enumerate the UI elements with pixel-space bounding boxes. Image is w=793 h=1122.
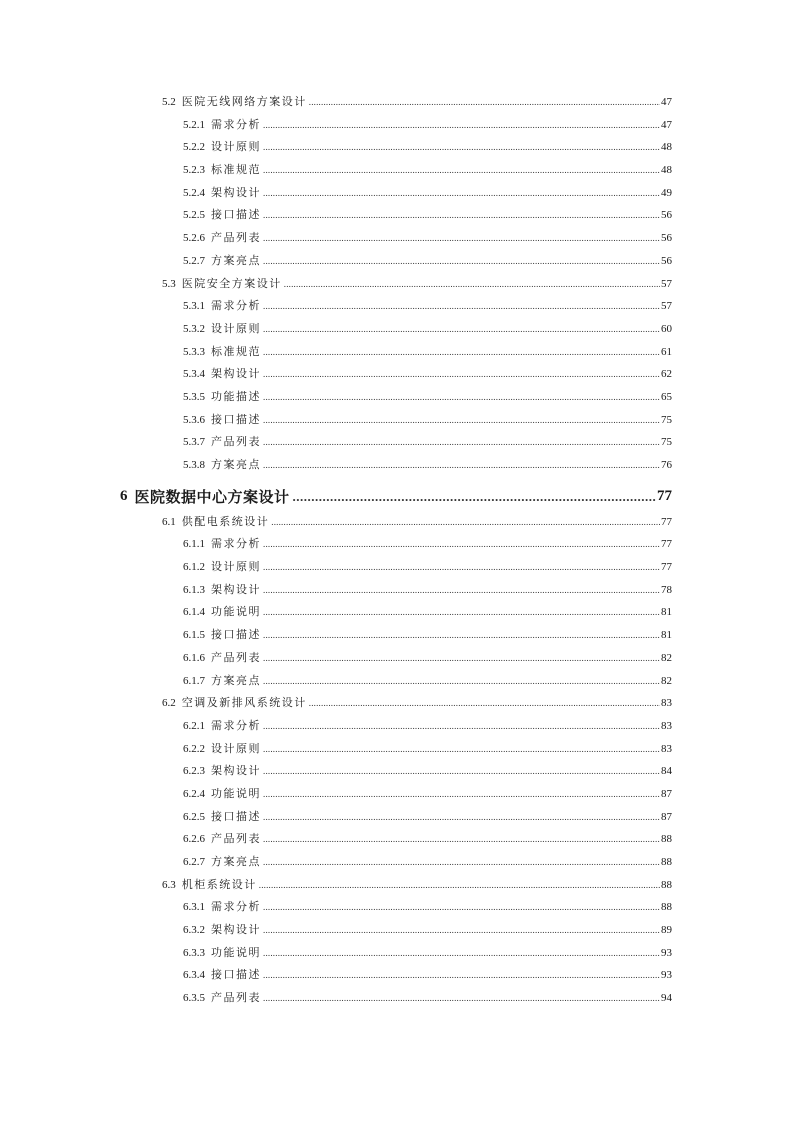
toc-entry-title: 功能描述 <box>211 390 261 403</box>
toc-entry-number: 6.2.6 <box>183 833 205 846</box>
toc-leader-dots <box>263 948 660 958</box>
toc-leader-dots <box>263 301 660 311</box>
toc-leader-dots <box>263 812 660 822</box>
toc-entry-6-2-6[interactable] <box>0 830 793 853</box>
toc-entry-page: 82 <box>661 651 672 664</box>
toc-entry-page: 48 <box>661 141 672 154</box>
toc-entry-6-3-3[interactable] <box>0 944 793 967</box>
toc-entry-5-3-4[interactable] <box>0 365 793 388</box>
toc-entry-number: 6.2.4 <box>183 787 205 800</box>
toc-entry-number: 5.2.2 <box>183 141 205 154</box>
toc-entry-title: 接口描述 <box>211 810 261 823</box>
toc-entry-title: 架构设计 <box>211 765 261 778</box>
toc-entry-number: 6.3.4 <box>183 969 205 982</box>
toc-entry-5-3-7[interactable] <box>0 433 793 456</box>
toc-entry-title: 接口描述 <box>211 629 261 642</box>
toc-entry-6-1-1[interactable] <box>0 535 793 558</box>
toc-entry-page: 75 <box>661 436 672 449</box>
toc-entry-6[interactable] <box>0 483 793 511</box>
toc-entry-page: 56 <box>661 209 672 222</box>
toc-leader-dots <box>263 676 660 686</box>
toc-entry-title: 设计原则 <box>211 561 261 574</box>
toc-leader-dots <box>263 324 660 334</box>
toc-entry-page: 62 <box>661 368 672 381</box>
toc-entry-page: 61 <box>661 345 672 358</box>
toc-entry-page: 88 <box>661 833 672 846</box>
toc-entry-title: 方案亮点 <box>211 856 261 868</box>
toc-leader-dots <box>284 279 660 289</box>
toc-entry-number: 5.2.1 <box>183 118 205 131</box>
toc-leader-dots <box>263 744 660 754</box>
toc-entry-5-2[interactable] <box>0 93 793 116</box>
toc-entry-number: 6.3.2 <box>183 924 205 937</box>
toc-entry-number: 5.3.8 <box>183 459 205 471</box>
toc-entry-number: 5.3 <box>162 277 176 290</box>
toc-entry-title: 架构设计 <box>211 368 261 381</box>
toc-leader-dots <box>263 210 660 220</box>
toc-entry-number: 5.3.4 <box>183 368 205 381</box>
toc-leader-dots <box>309 698 660 708</box>
toc-entry-5-2-3[interactable] <box>0 161 793 184</box>
toc-entry-5-3-6[interactable] <box>0 411 793 434</box>
toc-leader-dots <box>271 517 660 527</box>
toc-entry-page: 65 <box>661 390 672 403</box>
toc-leader-dots <box>263 721 660 731</box>
toc-leader-dots <box>263 256 660 266</box>
toc-entry-page: 87 <box>661 810 672 823</box>
toc-entry-number: 6.2.3 <box>183 765 205 778</box>
toc-entry-number: 6 <box>120 488 128 505</box>
toc-entry-number: 5.3.6 <box>183 413 205 426</box>
toc-entry-6-2[interactable] <box>0 694 793 717</box>
toc-entry-page: 88 <box>661 878 672 891</box>
toc-entry-6-3-2[interactable] <box>0 921 793 944</box>
toc-entry-page: 84 <box>661 765 672 778</box>
toc-entry-5-3-3[interactable] <box>0 343 793 366</box>
toc-entry-6-1-7[interactable] <box>0 672 793 695</box>
toc-entry-5-3-1[interactable] <box>0 297 793 320</box>
toc-entry-page: 81 <box>661 629 672 642</box>
toc-entry-page: 76 <box>661 459 672 471</box>
toc-entry-5-3[interactable] <box>0 275 793 298</box>
toc-entry-page: 60 <box>661 322 672 335</box>
toc-entry-5-2-1[interactable] <box>0 116 793 139</box>
toc-entry-title: 方案亮点 <box>211 674 261 687</box>
toc-leader-dots <box>263 857 660 867</box>
toc-entry-6-1-2[interactable] <box>0 558 793 581</box>
toc-entry-6-3-1[interactable] <box>0 898 793 921</box>
toc-entry-title: 功能说明 <box>211 946 261 959</box>
toc-entry-number: 5.3.2 <box>183 322 205 335</box>
toc-entry-title: 功能说明 <box>211 787 261 800</box>
table-of-contents <box>0 93 793 1012</box>
toc-entry-5-2-2[interactable] <box>0 138 793 161</box>
toc-entry-6-2-5[interactable] <box>0 808 793 831</box>
toc-leader-dots <box>263 142 660 152</box>
toc-entry-title: 机柜系统设计 <box>181 878 257 891</box>
toc-entry-6-1-3[interactable] <box>0 581 793 604</box>
toc-entry-page: 83 <box>661 719 672 732</box>
toc-entry-page: 77 <box>661 561 672 574</box>
toc-entry-page: 57 <box>661 277 672 290</box>
toc-entry-page: 56 <box>661 254 672 267</box>
toc-entry-number: 6.1.7 <box>183 674 205 687</box>
toc-entry-number: 6.3.3 <box>183 946 205 959</box>
toc-entry-title: 产品列表 <box>211 436 261 449</box>
toc-entry-title: 架构设计 <box>211 186 261 199</box>
toc-entry-title: 架构设计 <box>211 924 261 937</box>
toc-entry-5-2-6[interactable] <box>0 229 793 252</box>
toc-entry-6-2-1[interactable] <box>0 717 793 740</box>
toc-entry-number: 5.2.4 <box>183 186 205 199</box>
toc-entry-number: 6.3.5 <box>183 992 205 1005</box>
toc-leader-dots <box>263 120 660 130</box>
toc-leader-dots <box>263 766 660 776</box>
toc-leader-dots <box>309 97 660 107</box>
toc-entry-page: 47 <box>661 96 672 108</box>
toc-entry-5-3-2[interactable] <box>0 320 793 343</box>
toc-entry-page: 77 <box>661 515 672 528</box>
toc-entry-title: 产品列表 <box>211 833 261 846</box>
toc-entry-title: 需求分析 <box>211 901 261 914</box>
toc-entry-number: 5.2.3 <box>183 164 205 177</box>
toc-entry-5-3-5[interactable] <box>0 388 793 411</box>
toc-leader-dots <box>263 233 660 243</box>
toc-entry-page: 88 <box>661 856 672 868</box>
toc-entry-title: 设计原则 <box>211 322 261 335</box>
toc-entry-6-2-3[interactable] <box>0 762 793 785</box>
toc-entry-number: 6.3.1 <box>183 901 205 914</box>
toc-leader-dots <box>263 653 660 663</box>
toc-entry-title: 设计原则 <box>211 742 261 755</box>
toc-leader-dots <box>263 562 660 572</box>
toc-entry-title: 接口描述 <box>211 413 261 426</box>
toc-entry-title: 标准规范 <box>211 164 261 177</box>
toc-entry-title: 空调及新排风系统设计 <box>181 697 307 710</box>
toc-leader-dots <box>263 607 660 617</box>
toc-leader-dots <box>263 630 660 640</box>
toc-entry-title: 标准规范 <box>211 345 261 358</box>
toc-entry-number: 6.1.1 <box>183 538 205 551</box>
toc-entry-page: 82 <box>661 674 672 687</box>
toc-entry-page: 48 <box>661 164 672 177</box>
toc-entry-title: 需求分析 <box>211 300 261 313</box>
toc-entry-title: 接口描述 <box>211 969 261 982</box>
toc-entry-title: 需求分析 <box>211 719 261 732</box>
toc-entry-page: 93 <box>661 946 672 959</box>
toc-entry-number: 5.3.5 <box>183 390 205 403</box>
toc-entry-5-2-4[interactable] <box>0 184 793 207</box>
toc-entry-title: 需求分析 <box>211 118 261 131</box>
toc-entry-title: 架构设计 <box>211 583 261 596</box>
toc-entry-6-1-6[interactable] <box>0 649 793 672</box>
toc-leader-dots <box>263 188 660 198</box>
toc-entry-page: 81 <box>661 606 672 619</box>
toc-entry-5-3-8[interactable] <box>0 456 793 479</box>
toc-entry-title: 医院无线网络方案设计 <box>181 96 307 108</box>
toc-entry-number: 5.3.1 <box>183 300 205 313</box>
toc-entry-page: 88 <box>661 901 672 914</box>
toc-entry-title: 医院安全方案设计 <box>181 277 282 290</box>
toc-leader-dots <box>263 789 660 799</box>
toc-entry-number: 6.1.6 <box>183 651 205 664</box>
toc-entry-number: 6.1.5 <box>183 629 205 642</box>
toc-leader-dots <box>263 925 660 935</box>
toc-leader-dots <box>263 165 660 175</box>
toc-entry-title: 产品列表 <box>211 232 261 245</box>
toc-leader-dots <box>263 392 660 402</box>
toc-entry-6-2-7[interactable] <box>0 853 793 876</box>
toc-entry-number: 6.1 <box>162 515 176 528</box>
toc-entry-6-3-5[interactable] <box>0 989 793 1012</box>
toc-entry-page: 94 <box>661 992 672 1005</box>
toc-entry-number: 6.1.2 <box>183 561 205 574</box>
toc-entry-number: 6.1.3 <box>183 583 205 596</box>
toc-entry-title: 需求分析 <box>211 538 261 551</box>
toc-entry-page: 89 <box>661 924 672 937</box>
toc-leader-dots <box>263 460 660 470</box>
toc-entry-page: 87 <box>661 787 672 800</box>
toc-leader-dots <box>263 993 660 1003</box>
toc-entry-title: 方案亮点 <box>211 254 261 267</box>
toc-leader-dots <box>263 834 660 844</box>
toc-entry-number: 5.2 <box>162 96 176 108</box>
toc-entry-number: 5.2.6 <box>183 232 205 245</box>
toc-leader-dots <box>263 539 660 549</box>
toc-entry-number: 5.2.7 <box>183 254 205 267</box>
toc-leader-dots <box>263 415 660 425</box>
toc-entry-number: 5.3.7 <box>183 436 205 449</box>
toc-entry-number: 6.3 <box>162 878 176 891</box>
toc-entry-page: 83 <box>661 697 672 710</box>
toc-leader-dots <box>263 437 660 447</box>
toc-entry-title: 接口描述 <box>211 209 261 222</box>
toc-entry-title: 设计原则 <box>211 141 261 154</box>
toc-entry-5-2-5[interactable] <box>0 206 793 229</box>
toc-leader-dots <box>263 347 660 357</box>
toc-entry-6-3[interactable] <box>0 876 793 899</box>
toc-entry-6-3-4[interactable] <box>0 966 793 989</box>
toc-entry-title: 功能说明 <box>211 606 261 619</box>
toc-entry-number: 5.3.3 <box>183 345 205 358</box>
toc-entry-title: 方案亮点 <box>211 459 261 471</box>
toc-entry-6-1-4[interactable] <box>0 603 793 626</box>
toc-leader-dots <box>263 970 660 980</box>
toc-entry-5-2-7[interactable] <box>0 252 793 275</box>
toc-leader-dots <box>263 585 660 595</box>
toc-entry-number: 6.2.2 <box>183 742 205 755</box>
toc-entry-title: 产品列表 <box>211 992 261 1005</box>
toc-entry-number: 6.2.1 <box>183 719 205 732</box>
toc-leader-dots <box>293 489 656 505</box>
toc-entry-6-2-2[interactable] <box>0 740 793 763</box>
toc-leader-dots <box>259 880 660 890</box>
toc-entry-title: 医院数据中心方案设计 <box>134 490 290 507</box>
toc-entry-page: 77 <box>657 488 672 505</box>
toc-entry-page: 49 <box>661 186 672 199</box>
toc-entry-6-2-4[interactable] <box>0 785 793 808</box>
toc-entry-number: 6.2 <box>162 697 176 710</box>
toc-entry-title: 产品列表 <box>211 651 261 664</box>
toc-entry-title: 供配电系统设计 <box>181 515 270 528</box>
toc-entry-page: 57 <box>661 300 672 313</box>
toc-entry-page: 83 <box>661 742 672 755</box>
toc-leader-dots <box>263 902 660 912</box>
toc-entry-number: 6.2.5 <box>183 810 205 823</box>
toc-entry-page: 93 <box>661 969 672 982</box>
toc-entry-6-1[interactable] <box>0 513 793 536</box>
toc-entry-page: 75 <box>661 413 672 426</box>
toc-entry-6-1-5[interactable] <box>0 626 793 649</box>
toc-entry-page: 56 <box>661 232 672 245</box>
toc-entry-number: 6.1.4 <box>183 606 205 619</box>
toc-entry-page: 77 <box>661 538 672 551</box>
toc-entry-page: 78 <box>661 583 672 596</box>
toc-entry-number: 6.2.7 <box>183 856 205 868</box>
toc-leader-dots <box>263 369 660 379</box>
toc-entry-page: 47 <box>661 118 672 131</box>
toc-entry-number: 5.2.5 <box>183 209 205 222</box>
